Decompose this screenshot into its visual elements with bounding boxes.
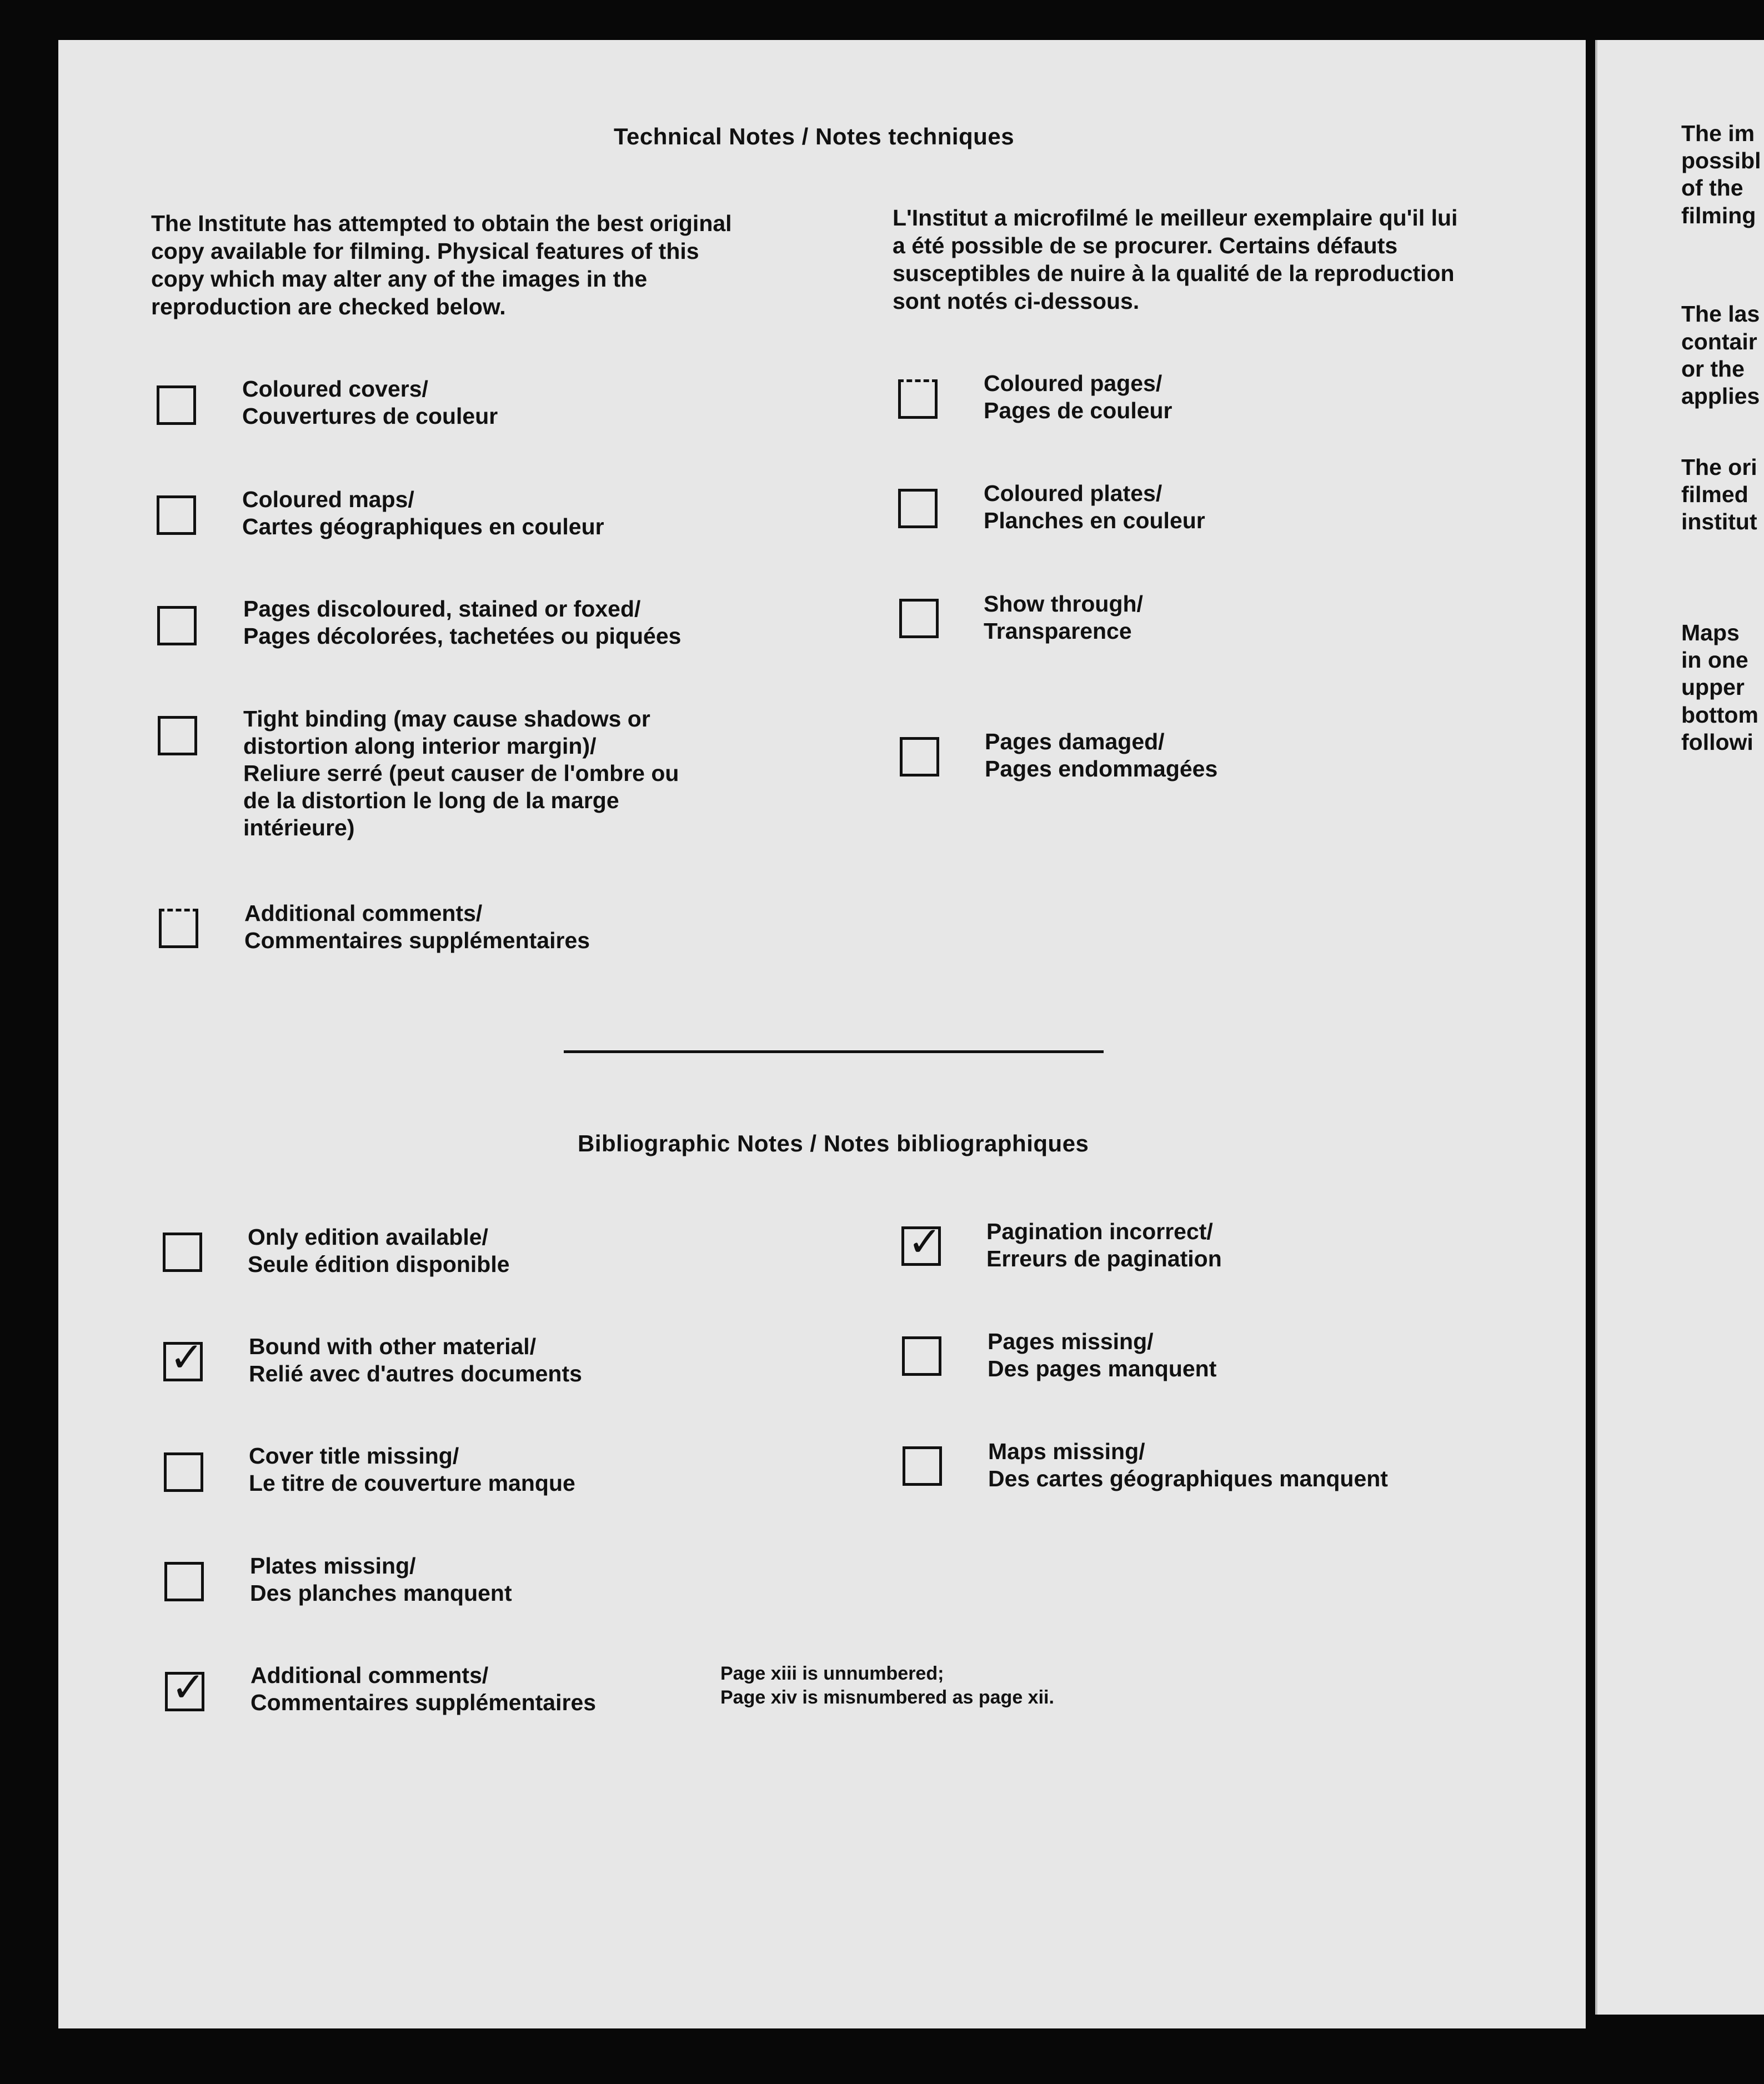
checkmark-icon: ✓ [169, 1334, 204, 1381]
label-bound-with: Bound with other material/ Relié avec d'autres documents [249, 1334, 582, 1386]
right-fragment: institut [1681, 509, 1757, 534]
label-pages-damaged: Pages damaged/ Pages endommagées [985, 729, 1218, 781]
technical-intro-en: The Institute has attempted to obtain the best original copy available for filming. Physical features of this copy which may alter any of the images in the reproduction are checked below. [151, 211, 732, 319]
label-cover-title-missing: Cover title missing/ Le titre de couverture manque [249, 1443, 575, 1496]
label-coloured-maps: Coloured maps/ Cartes géographiques en couleur [242, 487, 604, 539]
label-pagination-incorrect: Pagination incorrect/ Erreurs de pagination [986, 1219, 1222, 1271]
right-fragment: contair [1681, 329, 1757, 354]
label-pages-missing: Pages missing/ Des pages manquent [988, 1329, 1217, 1381]
label-maps-missing: Maps missing/ Des cartes géographiques manquent [988, 1439, 1388, 1491]
label-coloured-covers: Coloured covers/ Couvertures de couleur [242, 376, 498, 429]
checkbox-tight-binding[interactable] [158, 716, 197, 755]
checkbox-bound-with[interactable] [163, 1334, 204, 1381]
right-fragment: of the [1681, 175, 1743, 201]
right-fragment: or the [1681, 356, 1745, 382]
right-fragment: in one [1681, 647, 1748, 673]
checkbox-pages-discoloured[interactable] [157, 606, 197, 645]
right-fragment: Maps [1681, 620, 1740, 645]
label-bibliographic-additional-comments: Additional comments/ Commentaires supplémentaires [250, 1662, 597, 1715]
technical-intro-fr: L'Institut a microfilmé le meilleur exemplaire qu'il lui a été possible de se procurer. Certains défauts susceptibles de nuire à la qualité de la reproduction sont notés ci-dessous. [893, 205, 1458, 314]
label-tight-binding: Tight binding (may cause shadows or distortion along interior margin)/ Reliure serré (peut causer de l'ombre ou de la distortion le long de la marge intérieure) [243, 706, 679, 840]
checkbox-coloured-plates[interactable] [898, 489, 938, 528]
label-pages-discoloured: Pages discoloured, stained or foxed/ Pages décolorées, tachetées ou piquées [243, 596, 681, 649]
checkbox-technical-additional-comments[interactable] [159, 909, 198, 948]
checkbox-coloured-maps[interactable] [157, 495, 196, 535]
main-sheet [58, 40, 1586, 2028]
checkbox-show-through[interactable] [899, 599, 939, 638]
right-fragment: filming [1681, 203, 1756, 228]
right-fragment: The ori [1681, 454, 1757, 480]
label-show-through: Show through/ Transparence [984, 591, 1143, 644]
checkbox-only-edition[interactable] [163, 1233, 202, 1272]
checkbox-pages-missing[interactable] [902, 1336, 941, 1376]
right-fragment: possibl [1681, 148, 1761, 173]
checkbox-pagination-incorrect[interactable] [901, 1218, 943, 1266]
right-fragment: upper [1681, 674, 1745, 700]
checkbox-coloured-pages[interactable] [898, 379, 938, 419]
right-fragment: bottom [1681, 702, 1758, 728]
checkbox-pages-damaged[interactable] [900, 737, 939, 777]
label-plates-missing: Plates missing/ Des planches manquent [250, 1553, 512, 1606]
checkbox-cover-title-missing[interactable] [164, 1452, 203, 1492]
label-technical-additional-comments: Additional comments/ Commentaires supplémentaires [244, 900, 590, 953]
additional-comments-text: Page xiii is unnumbered; Page xiv is misnumbered as page xii. [720, 1663, 1054, 1708]
right-fragment: The las [1681, 301, 1760, 327]
section-divider [564, 1050, 1104, 1053]
label-coloured-plates: Coloured plates/ Planches en couleur [984, 480, 1205, 533]
label-coloured-pages: Coloured pages/ Pages de couleur [984, 370, 1172, 423]
right-fragment: followi [1681, 729, 1753, 755]
right-fragment: filmed [1681, 482, 1748, 507]
technical-heading: Technical Notes / Notes techniques [614, 123, 1015, 149]
checkbox-bibliographic-additional-comments[interactable] [165, 1664, 206, 1711]
checkmark-icon: ✓ [171, 1664, 206, 1711]
checkbox-plates-missing[interactable] [164, 1562, 204, 1601]
checkbox-coloured-covers[interactable] [157, 385, 196, 425]
bibliographic-heading: Bibliographic Notes / Notes bibliographiques [578, 1130, 1089, 1156]
label-only-edition: Only edition available/ Seule édition disponible [248, 1224, 510, 1277]
checkmark-icon: ✓ [908, 1218, 943, 1266]
right-fragment: applies [1681, 383, 1760, 409]
right-fragment: The im [1681, 121, 1755, 146]
checkbox-maps-missing[interactable] [903, 1446, 942, 1486]
